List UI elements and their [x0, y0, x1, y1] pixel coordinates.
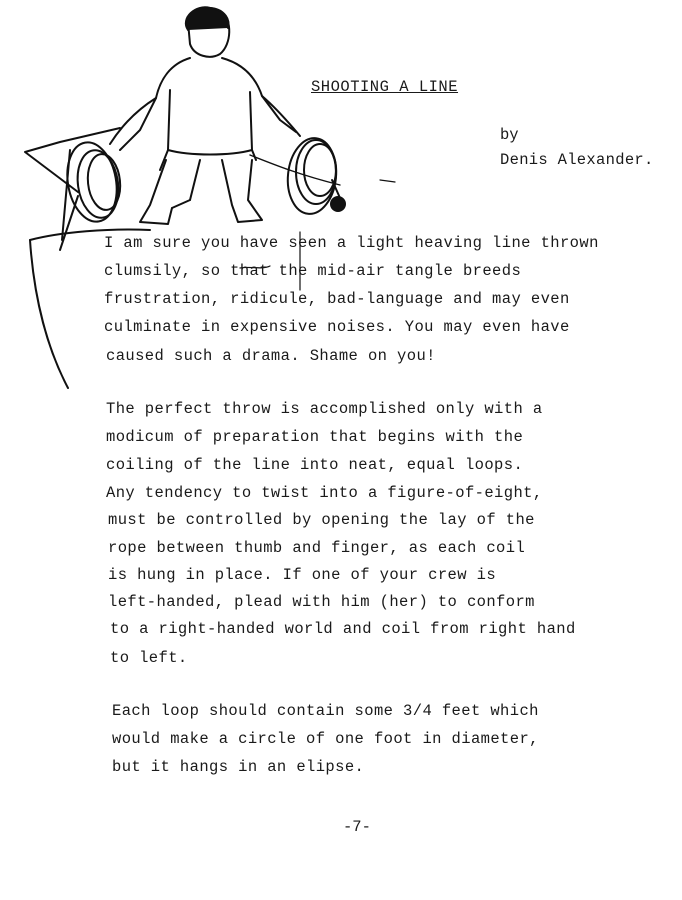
sailor-illustration	[0, 0, 682, 400]
text-line: but it hangs in an elipse.	[112, 758, 365, 776]
text-line: caused such a drama. Shame on you!	[106, 347, 436, 365]
text-line: must be controlled by opening the lay of the	[108, 511, 535, 529]
text-line: left-handed, plead with him (her) to conform	[108, 593, 535, 611]
text-line: to left.	[110, 649, 188, 667]
author-name: Denis Alexander.	[500, 151, 654, 169]
text-line: culminate in expensive noises. You may even have	[104, 318, 570, 336]
page-number: -7-	[343, 818, 371, 836]
text-line: clumsily, so that the mid-air tangle breeds	[104, 262, 522, 280]
text-line: is hung in place. If one of your crew is	[108, 566, 497, 584]
article-title: SHOOTING A LINE	[311, 78, 459, 96]
text-line: modicum of preparation that begins with the	[106, 428, 524, 446]
text-line: The perfect throw is accomplished only with a	[106, 400, 543, 418]
text-line: rope between thumb and finger, as each coil	[108, 539, 526, 557]
text-line: Each loop should contain some 3/4 feet which	[112, 702, 539, 720]
text-line: to a right-handed world and coil from right hand	[110, 620, 576, 638]
text-line: coiling of the line into neat, equal loops.	[106, 456, 524, 474]
monkey-fist	[330, 196, 346, 212]
text-line: would make a circle of one foot in diameter,	[112, 730, 539, 748]
text-line: Any tendency to twist into a figure-of-eight,	[106, 484, 543, 502]
text-line: I am sure you have seen a light heaving line thrown	[104, 234, 599, 252]
byline: by	[500, 126, 519, 144]
text-line: frustration, ridicule, bad-language and may even	[104, 290, 570, 308]
